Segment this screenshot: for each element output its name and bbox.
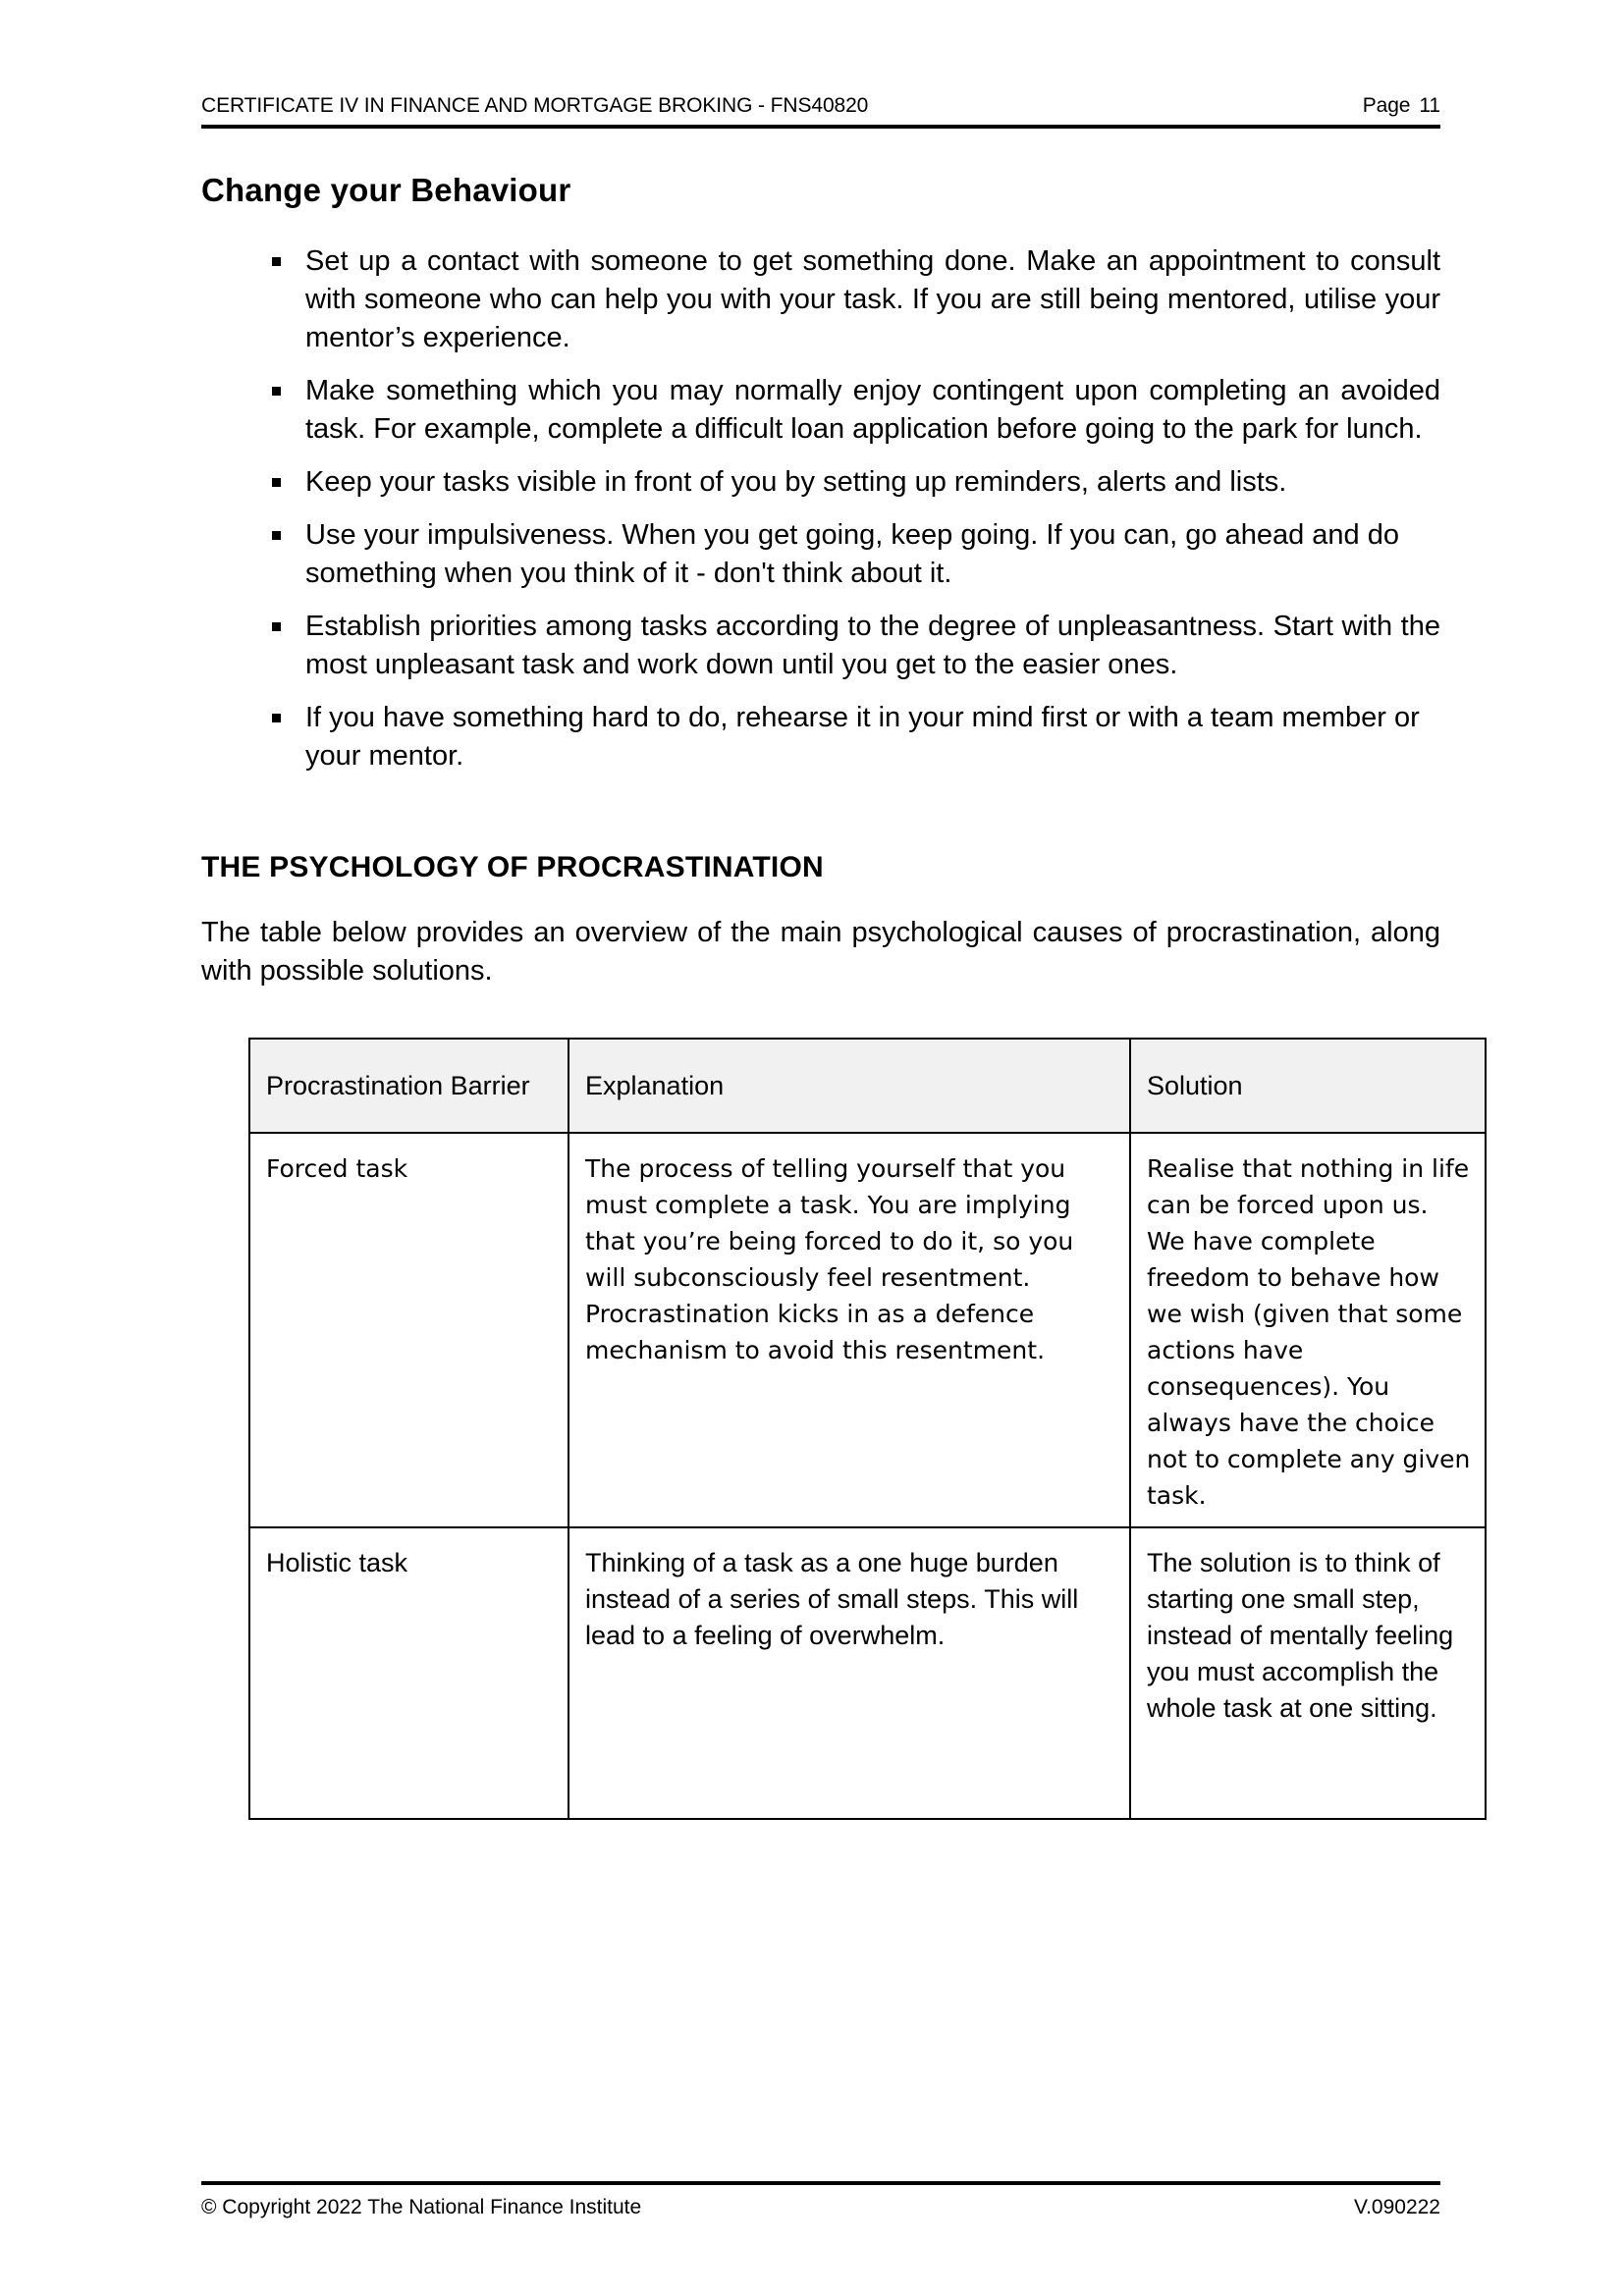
table-header-row bbox=[249, 1039, 1486, 1133]
cell-explanation: Thinking of a task as a one huge burden instead of a series of small steps. This will lead to a feeling of overwhelm. bbox=[568, 1527, 1130, 1819]
cell-barrier: Forced task bbox=[249, 1133, 568, 1527]
list-item-text: If you have something hard to do, rehearse it in your mind first or with a team member or your mentor. bbox=[305, 702, 1420, 772]
table-header bbox=[249, 1039, 1486, 1133]
square-bullet-icon bbox=[272, 531, 281, 540]
intro-paragraph: The table below provides an overview of the main psychological causes of procrastination, along with possible solutions. bbox=[201, 917, 1440, 987]
procrastination-table bbox=[248, 1038, 1487, 1820]
list-item bbox=[272, 699, 1440, 775]
cell-solution: Realise that nothing in life can be forced upon us. We have complete freedom to behave how we wish (given that some actions have consequences). You always have the choice not to complete any given task. bbox=[1130, 1133, 1486, 1527]
cell-solution: The solution is to think of starting one small step, instead of mentally feeling you must accomplish the whole task at one sitting. bbox=[1130, 1527, 1486, 1819]
list-item bbox=[272, 516, 1440, 593]
list-item-text: Use your impulsiveness. When you get going, keep going. If you can, go ahead and do something when you think of it - don't think about it. bbox=[305, 519, 1399, 589]
cell-explanation: The process of telling yourself that you must complete a task. You are implying that you’re being forced to do it, so you will subconsciously feel resentment. Procrastination kicks in as a defence mechanism to avoid this resentment. bbox=[568, 1133, 1130, 1527]
page-footer bbox=[201, 2181, 1440, 2219]
column-header-solution: Solution bbox=[1130, 1039, 1486, 1133]
page-content bbox=[201, 172, 1471, 1820]
spacer bbox=[201, 884, 1440, 914]
header-page-number: 11 bbox=[1419, 94, 1440, 117]
list-item-text: Keep your tasks visible in front of you by setting up reminders, alerts and lists. bbox=[305, 466, 1287, 498]
table-body bbox=[249, 1133, 1486, 1819]
square-bullet-icon bbox=[272, 714, 281, 722]
list-item-text: Establish priorities among tasks according to the degree of unpleasantness. Start with the most unpleasant task and work down until you get to the easier ones. bbox=[305, 611, 1440, 680]
table-row bbox=[249, 1133, 1486, 1527]
column-header-barrier: Procrastination Barrier bbox=[249, 1039, 568, 1133]
spacer bbox=[201, 990, 1440, 1038]
behaviour-bullet-list bbox=[201, 242, 1440, 775]
list-item bbox=[272, 463, 1440, 502]
page-header bbox=[201, 94, 1440, 129]
list-item bbox=[272, 242, 1440, 357]
heading-change-your-behaviour: Change your Behaviour bbox=[201, 172, 571, 208]
list-item-text: Set up a contact with someone to get something done. Make an appointment to consult with someone who can help you with your task. If you are still being mentored, utilise your mentor’s experience. bbox=[305, 245, 1440, 353]
footer-version: V.090222 bbox=[1354, 2196, 1440, 2218]
square-bullet-icon bbox=[272, 387, 281, 396]
heading-psychology-of-procrastination: THE PSYCHOLOGY OF PROCRASTINATION bbox=[201, 851, 824, 883]
table-row bbox=[249, 1527, 1486, 1819]
header-page-label: Page bbox=[1362, 94, 1411, 117]
list-item-text: Make something which you may normally enjoy contingent upon completing an avoided task. For example, complete a difficult loan application before going to the park for lunch. bbox=[305, 375, 1440, 445]
footer-copyright: © Copyright 2022 The National Finance Institute bbox=[201, 2196, 642, 2218]
list-item bbox=[272, 372, 1440, 449]
square-bullet-icon bbox=[272, 257, 281, 266]
spacer bbox=[201, 790, 1440, 851]
column-header-explanation: Explanation bbox=[568, 1039, 1130, 1133]
cell-barrier: Holistic task bbox=[249, 1527, 568, 1819]
list-item bbox=[272, 608, 1440, 684]
header-page-indicator bbox=[1363, 94, 1440, 118]
header-course-title: CERTIFICATE IV IN FINANCE AND MORTGAGE BROKING - FNS40820 bbox=[201, 94, 869, 117]
square-bullet-icon bbox=[272, 622, 281, 631]
square-bullet-icon bbox=[272, 478, 281, 487]
